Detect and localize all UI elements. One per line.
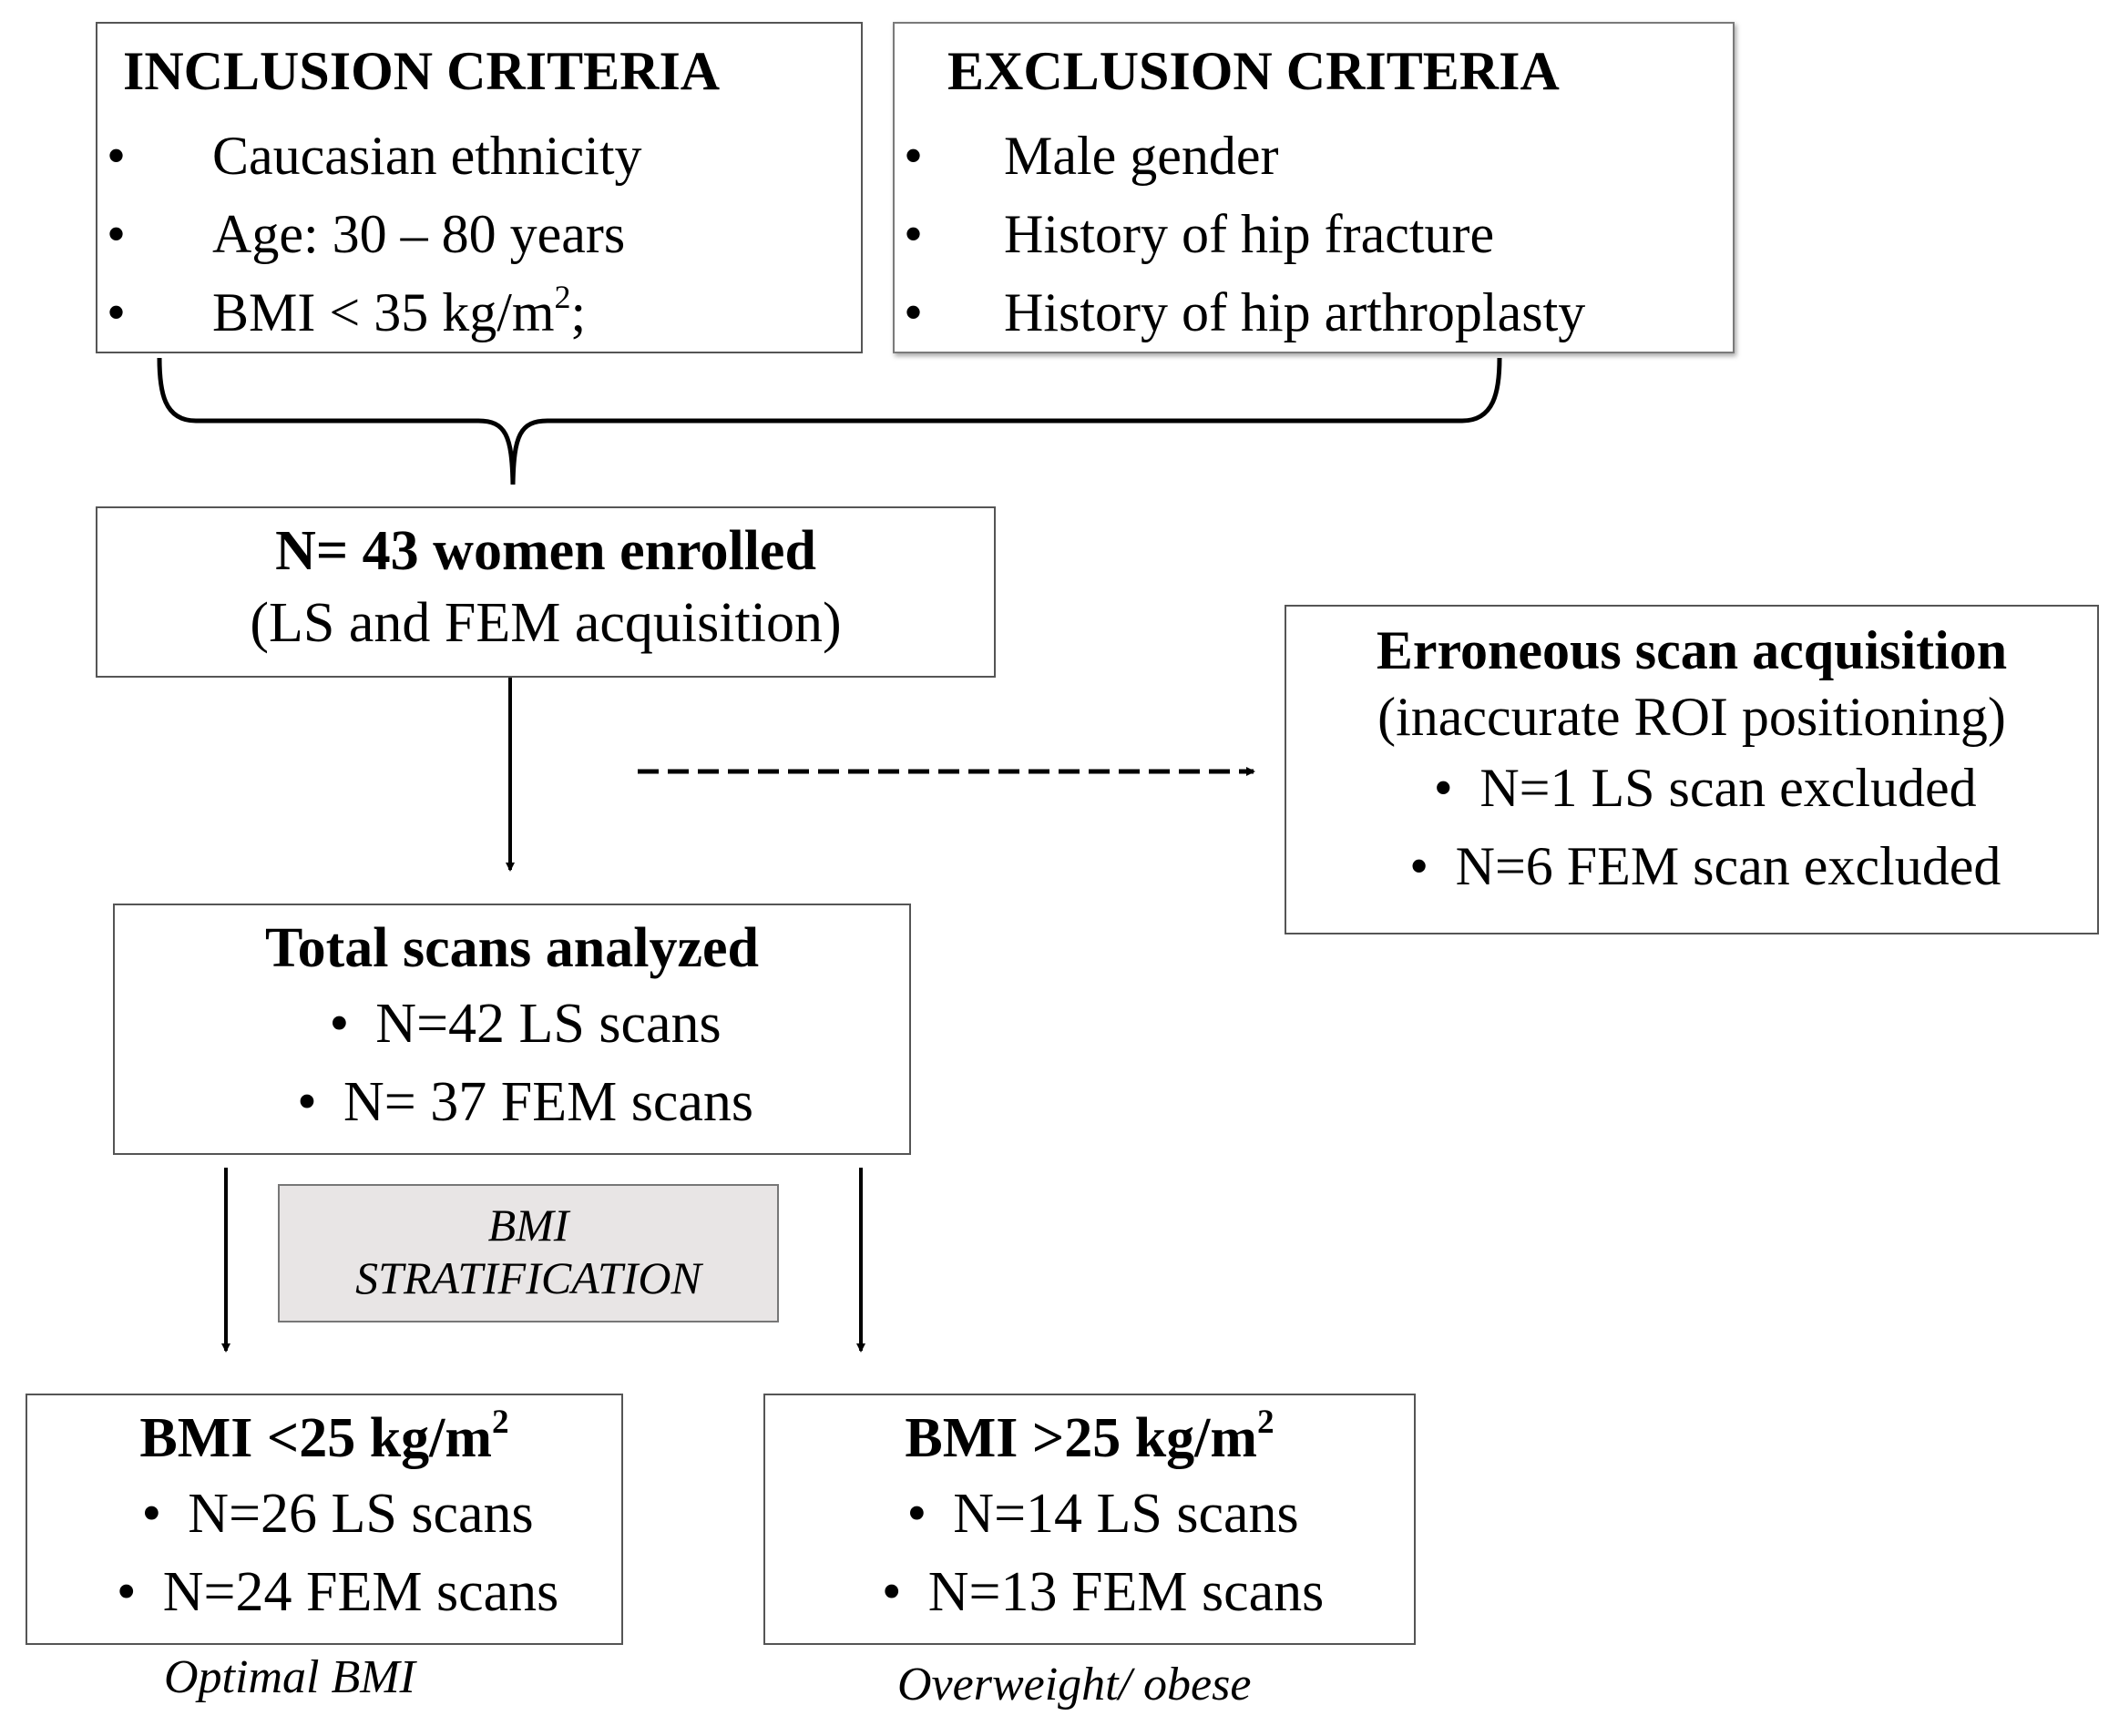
list-item: • N= 37 FEM scans	[297, 1071, 753, 1133]
exclusion-title: EXCLUSION CRITERIA	[947, 41, 1560, 101]
total-scans-box	[113, 904, 911, 1155]
bmi-low-box	[26, 1394, 623, 1645]
bmi-high-caption: Overweight/ obese	[897, 1659, 1252, 1710]
list-item: • History of hip arthroplasty	[904, 282, 1586, 342]
total-list	[115, 985, 909, 1141]
list-item: • N=14 LS scans	[906, 1483, 1299, 1545]
exclusion-list	[904, 117, 1585, 352]
erroneous-scan-box	[1285, 605, 2099, 934]
stratification-line1: BMI	[487, 1200, 569, 1251]
list-item: • N=24 FEM scans	[116, 1561, 559, 1623]
stratification-line2: STRATIFICATION	[355, 1252, 701, 1303]
list-item: • Age: 30 – 80 years	[107, 204, 626, 264]
list-item: • History of hip fracture	[904, 204, 1495, 264]
list-item: • N=1 LS scan excluded	[1433, 758, 1977, 818]
bmi-low-caption: Optimal BMI	[164, 1651, 415, 1703]
erroneous-subtitle: (inaccurate ROI positioning)	[1377, 687, 2006, 747]
criteria-brace	[159, 358, 1500, 485]
erroneous-title: Erroneous scan acquisition	[1376, 620, 2008, 680]
bmi-high-title: BMI >25 $kg/m^2$	[905, 1403, 1274, 1469]
bmi-low-title: BMI <25 $kg/m^2$	[139, 1403, 509, 1469]
list-item: • BMI < 35 $kg/m^2$;	[107, 278, 587, 342]
exclusion-criteria-box	[893, 22, 1735, 353]
list-item: • N=26 LS scans	[141, 1483, 534, 1545]
enrolled-title: N= 43 women enrolled	[275, 520, 816, 582]
list-item: • Caucasian ethnicity	[107, 126, 642, 186]
enrolled-box	[96, 506, 996, 678]
bmi-high-list	[765, 1475, 1414, 1631]
total-title: Total scans analyzed	[264, 917, 759, 979]
enrolled-subtitle: (LS and FEM acquisition)	[250, 592, 842, 654]
inclusion-title: INCLUSION CRITERIA	[123, 41, 721, 101]
bmi-low-list	[27, 1475, 621, 1631]
bmi-high-box	[763, 1394, 1416, 1645]
list-item: • N=6 FEM scan excluded	[1409, 836, 2001, 896]
inclusion-criteria-box	[96, 22, 863, 353]
bmi-stratification-box	[278, 1184, 779, 1322]
erroneous-list	[1286, 749, 2097, 905]
list-item: • N=13 FEM scans	[881, 1561, 1325, 1623]
list-item: • N=42 LS scans	[329, 993, 722, 1055]
inclusion-list	[107, 117, 642, 352]
list-item: • Male gender	[904, 126, 1279, 186]
